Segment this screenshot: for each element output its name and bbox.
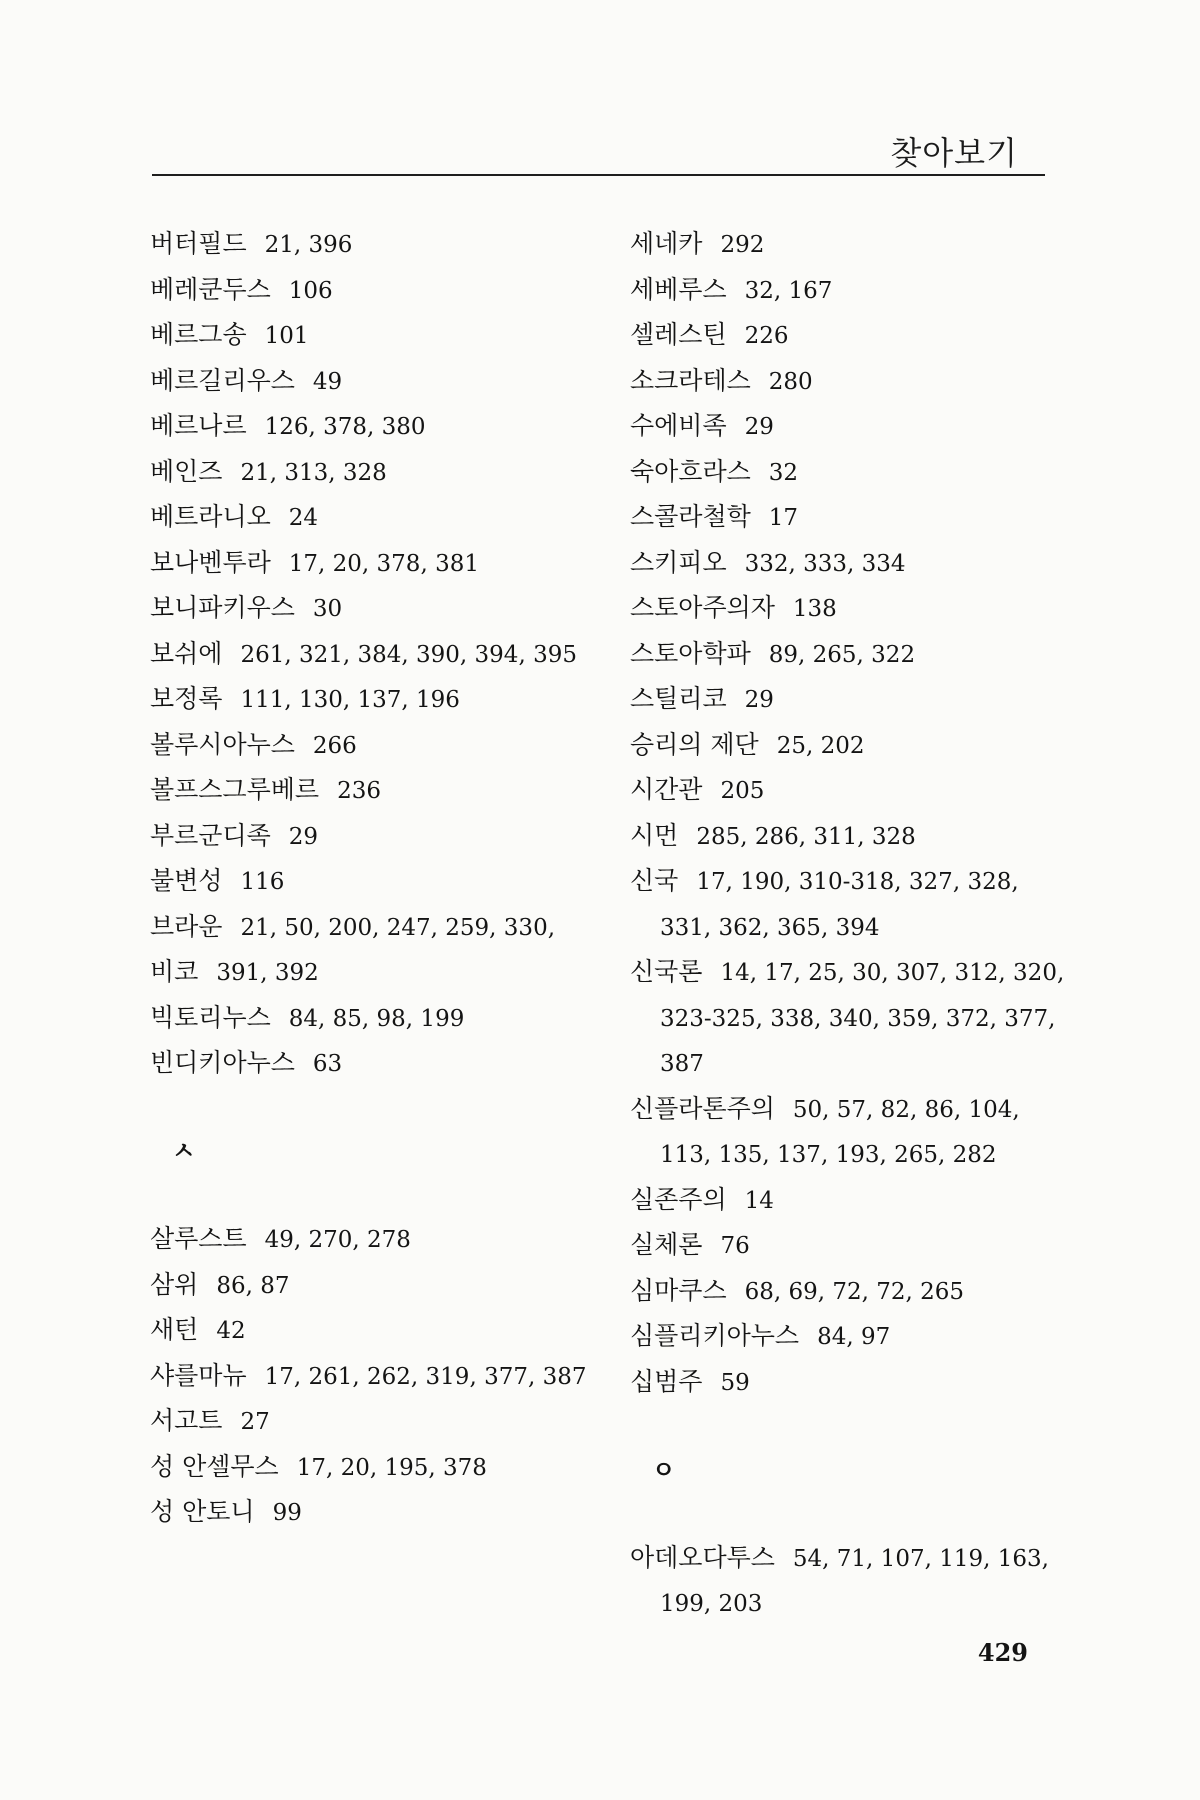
spacer bbox=[630, 1405, 1070, 1449]
index-term: 베인즈 bbox=[150, 456, 223, 486]
index-entry bbox=[150, 1354, 590, 1400]
index-pages: 21, 50, 200, 247, 259, 330, bbox=[240, 914, 556, 941]
index-entry bbox=[630, 1178, 1070, 1224]
index-entry bbox=[150, 768, 590, 814]
index-term: 삼위 bbox=[150, 1269, 199, 1299]
index-term: 심마쿠스 bbox=[630, 1275, 727, 1305]
index-term: 스토아학파 bbox=[630, 638, 751, 668]
index-entry bbox=[630, 495, 1070, 541]
index-term: 신국론 bbox=[630, 957, 703, 986]
index-term: 셀레스틴 bbox=[630, 320, 727, 349]
index-entry bbox=[630, 268, 1070, 314]
index-entry bbox=[150, 1041, 590, 1087]
index-pages: 84, 97 bbox=[817, 1324, 891, 1350]
index-entry bbox=[150, 313, 590, 359]
index-entry bbox=[150, 859, 590, 905]
index-term: 빈디키아누스 bbox=[150, 1048, 295, 1077]
index-pages: 27 bbox=[240, 1409, 270, 1435]
index-pages: 138 bbox=[792, 596, 837, 622]
index-term: 신국 bbox=[630, 866, 679, 895]
index-pages: 126, 378, 380 bbox=[264, 414, 426, 440]
index-pages: 99 bbox=[272, 1500, 302, 1526]
index-pages: 280 bbox=[768, 368, 813, 395]
index-pages: 86, 87 bbox=[216, 1272, 290, 1299]
index-pages: 391, 392 bbox=[216, 960, 319, 986]
index-term: 십범주 bbox=[630, 1366, 703, 1396]
spacer bbox=[150, 1174, 590, 1218]
index-term: 빅토리누스 bbox=[150, 1002, 271, 1032]
index-term: 스토아주의자 bbox=[630, 593, 775, 622]
index-entry bbox=[150, 1263, 590, 1309]
index-entry bbox=[150, 450, 590, 496]
index-entry bbox=[150, 814, 590, 860]
index-term: 베르나르 bbox=[150, 411, 247, 440]
index-term: 성 안토니 bbox=[150, 1497, 255, 1526]
index-pages: 68, 69, 72, 72, 265 bbox=[744, 1278, 965, 1305]
index-term: 시먼 bbox=[630, 820, 679, 850]
index-entry bbox=[150, 359, 590, 405]
index-entry bbox=[630, 632, 1070, 678]
index-pages: 29 bbox=[744, 687, 774, 713]
index-term: 스틸리코 bbox=[630, 684, 727, 713]
index-pages: 261, 321, 384, 390, 394, 395 bbox=[240, 641, 577, 668]
spacer bbox=[150, 1087, 590, 1131]
index-term: 승리의 제단 bbox=[630, 729, 759, 759]
index-entry bbox=[150, 632, 590, 678]
index-pages: 42 bbox=[216, 1318, 246, 1344]
index-entry bbox=[150, 723, 590, 769]
index-entry bbox=[630, 404, 1070, 450]
index-pages: 17 bbox=[768, 505, 799, 531]
index-term: 보쉬에 bbox=[150, 638, 223, 668]
index-pages: 106 bbox=[288, 277, 333, 304]
index-entry bbox=[150, 905, 590, 951]
index-term: 신플라톤주의 bbox=[630, 1093, 775, 1123]
index-term: 서고트 bbox=[150, 1406, 223, 1435]
index-entry bbox=[150, 950, 590, 996]
index-pages: 21, 396 bbox=[264, 232, 353, 258]
index-entry bbox=[150, 1217, 590, 1263]
index-entry bbox=[150, 1490, 590, 1536]
index-term: 숙아흐라스 bbox=[630, 456, 751, 486]
header-rule bbox=[152, 174, 1045, 176]
index-pages: 111, 130, 137, 196 bbox=[240, 687, 460, 713]
index-term: 샤를마뉴 bbox=[150, 1360, 247, 1390]
index-entry bbox=[630, 359, 1070, 405]
index-term: 비코 bbox=[150, 957, 199, 986]
index-term: 버터필드 bbox=[150, 229, 247, 258]
index-pages: 226 bbox=[744, 323, 789, 349]
index-term: 불변성 bbox=[150, 866, 223, 895]
index-pages: 14, 17, 25, 30, 307, 312, 320, 323-325, 338, 340, 359, 372, 377, 387 bbox=[660, 960, 1065, 1077]
index-pages: 101 bbox=[264, 323, 309, 349]
index-entry bbox=[150, 1445, 590, 1491]
running-head: 찾아보기 bbox=[890, 134, 1018, 172]
index-pages: 17, 190, 310-318, 327, 328, 331, 362, 365, 394 bbox=[660, 869, 1019, 941]
index-pages: 76 bbox=[720, 1233, 750, 1259]
index-pages: 49 bbox=[312, 368, 343, 395]
index-pages: 30 bbox=[312, 596, 343, 622]
index-entry bbox=[150, 677, 590, 723]
index-entry bbox=[150, 495, 590, 541]
section-letter: ㅅ bbox=[172, 1137, 196, 1165]
index-entry bbox=[630, 1223, 1070, 1269]
index-entry bbox=[630, 768, 1070, 814]
index-pages: 32, 167 bbox=[744, 277, 833, 304]
index-term: 베레쿤두스 bbox=[150, 274, 271, 304]
index-entry bbox=[630, 859, 1070, 950]
index-pages: 236 bbox=[337, 778, 381, 804]
index-entry bbox=[630, 1536, 1070, 1627]
index-entry bbox=[630, 1087, 1070, 1178]
index-pages: 14 bbox=[744, 1187, 774, 1214]
index-entry bbox=[150, 268, 590, 314]
index-column-left bbox=[150, 222, 590, 1536]
index-term: 새턴 bbox=[150, 1315, 199, 1344]
index-term: 베르길리우스 bbox=[150, 365, 295, 395]
section-letter: ㅇ bbox=[652, 1455, 676, 1484]
index-pages: 89, 265, 322 bbox=[768, 641, 916, 668]
index-entry bbox=[150, 586, 590, 632]
index-term: 보정록 bbox=[150, 684, 223, 713]
index-term: 실존주의 bbox=[630, 1184, 727, 1214]
index-term: 볼루시아누스 bbox=[150, 729, 295, 759]
index-column-right bbox=[630, 222, 1070, 1627]
index-pages: 50, 57, 82, 86, 104, 113, 135, 137, 193, 265, 282 bbox=[660, 1096, 1020, 1168]
index-group bbox=[630, 1536, 1070, 1627]
index-entry bbox=[150, 404, 590, 450]
index-pages: 17, 20, 378, 381 bbox=[288, 550, 479, 577]
index-group bbox=[150, 222, 590, 1087]
index-term: 보니파키우스 bbox=[150, 593, 295, 622]
index-entry bbox=[630, 950, 1070, 1087]
index-pages: 63 bbox=[312, 1051, 343, 1077]
index-entry bbox=[630, 450, 1070, 496]
index-entry bbox=[630, 586, 1070, 632]
index-pages: 292 bbox=[720, 232, 765, 258]
index-pages: 29 bbox=[744, 414, 774, 440]
index-term: 보나벤투라 bbox=[150, 547, 271, 577]
index-group bbox=[630, 222, 1070, 1405]
index-entry bbox=[630, 723, 1070, 769]
page-number: 429 bbox=[977, 1638, 1028, 1667]
index-pages: 116 bbox=[240, 869, 285, 895]
index-pages: 24 bbox=[288, 505, 319, 531]
index-pages: 59 bbox=[720, 1369, 750, 1396]
index-entry bbox=[630, 814, 1070, 860]
index-term: 스콜라철학 bbox=[630, 502, 751, 531]
index-term: 세네카 bbox=[630, 229, 703, 258]
index-pages: 54, 71, 107, 119, 163, 199, 203 bbox=[660, 1545, 1049, 1617]
index-entry bbox=[150, 1308, 590, 1354]
index-entry bbox=[150, 222, 590, 268]
index-pages: 266 bbox=[312, 732, 357, 759]
index-pages: 17, 261, 262, 319, 377, 387 bbox=[264, 1363, 587, 1390]
index-pages: 49, 270, 278 bbox=[264, 1227, 411, 1253]
index-entry bbox=[630, 541, 1070, 587]
index-entry bbox=[630, 677, 1070, 723]
index-term: 수에비족 bbox=[630, 411, 727, 440]
spacer bbox=[630, 1492, 1070, 1536]
index-term: 베르그송 bbox=[150, 320, 247, 349]
index-pages: 29 bbox=[288, 823, 319, 850]
index-term: 브라운 bbox=[150, 911, 223, 941]
index-pages: 25, 202 bbox=[776, 732, 865, 759]
index-entry bbox=[150, 996, 590, 1042]
index-pages: 17, 20, 195, 378 bbox=[296, 1454, 487, 1481]
index-entry bbox=[630, 1269, 1070, 1315]
index-pages: 84, 85, 98, 199 bbox=[288, 1005, 465, 1032]
index-pages: 332, 333, 334 bbox=[744, 550, 906, 577]
index-term: 아데오다투스 bbox=[630, 1542, 775, 1572]
index-entry bbox=[630, 1360, 1070, 1406]
index-term: 시간관 bbox=[630, 775, 703, 804]
index-term: 스키피오 bbox=[630, 547, 727, 577]
index-term: 성 안셀무스 bbox=[150, 1451, 279, 1481]
index-entry bbox=[150, 541, 590, 587]
index-term: 세베루스 bbox=[630, 274, 727, 304]
index-term: 심플리키아누스 bbox=[630, 1321, 800, 1350]
index-term: 볼프스그루베르 bbox=[150, 775, 320, 804]
index-entry bbox=[630, 222, 1070, 268]
index-pages: 285, 286, 311, 328 bbox=[696, 823, 916, 850]
index-term: 실체론 bbox=[630, 1230, 703, 1259]
index-pages: 205 bbox=[720, 778, 765, 804]
index-pages: 21, 313, 328 bbox=[240, 459, 387, 486]
index-term: 부르군디족 bbox=[150, 820, 271, 850]
index-pages: 32 bbox=[768, 459, 799, 486]
index-entry bbox=[630, 1314, 1070, 1360]
index-entry bbox=[630, 313, 1070, 359]
index-term: 살루스트 bbox=[150, 1224, 247, 1253]
index-term: 베트라니오 bbox=[150, 502, 271, 531]
index-term: 소크라테스 bbox=[630, 365, 751, 395]
index-group bbox=[150, 1217, 590, 1536]
index-entry bbox=[150, 1399, 590, 1445]
